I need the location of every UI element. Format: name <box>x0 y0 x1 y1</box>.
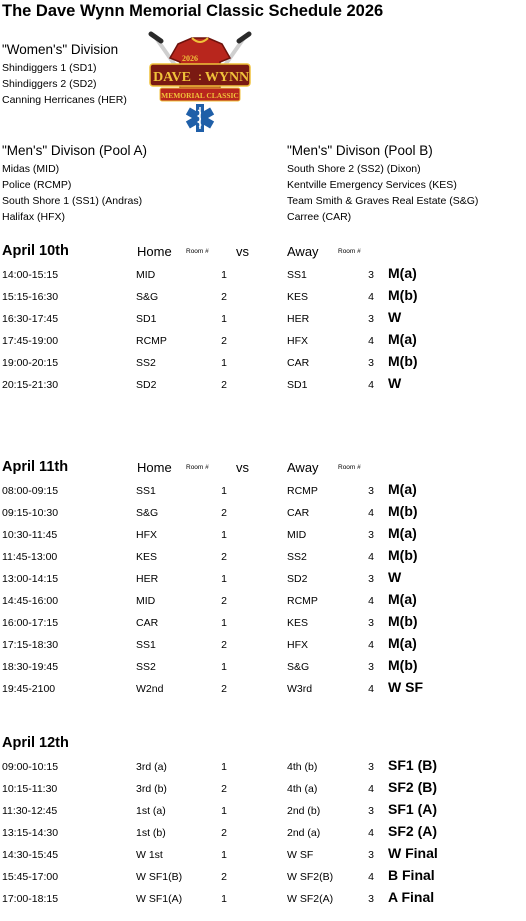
game-time: 14:45-16:00 <box>2 595 59 607</box>
home-room: 2 <box>221 291 227 303</box>
game-time: 10:15-11:30 <box>2 783 58 795</box>
men-pool-a-team-list <box>2 161 142 225</box>
division-label: A Final <box>388 889 435 905</box>
game-time: 14:00-15:15 <box>2 269 59 281</box>
home-room: 2 <box>221 683 227 695</box>
division-label: M(b) <box>388 287 418 303</box>
away-team: SD1 <box>287 379 308 391</box>
game-row <box>0 844 526 866</box>
home-team: SS2 <box>136 357 156 369</box>
team-name: Canning Herricanes (HER) <box>2 94 127 106</box>
day-date: April 12th <box>2 735 69 751</box>
home-team: SS1 <box>136 639 156 651</box>
game-time: 09:00-10:15 <box>2 761 59 773</box>
game-row <box>0 308 526 330</box>
away-room: 3 <box>368 761 374 773</box>
game-row <box>0 286 526 308</box>
room-column-header: Room # <box>338 248 361 255</box>
game-row <box>0 480 526 502</box>
home-room: 2 <box>221 639 227 651</box>
game-row <box>0 374 526 396</box>
away-room: 3 <box>368 529 374 541</box>
home-team: SS2 <box>136 661 156 673</box>
home-team: W SF1(B) <box>136 871 183 883</box>
away-room: 3 <box>368 313 374 325</box>
game-time: 15:45-17:00 <box>2 871 59 883</box>
away-team: W3rd <box>287 683 313 695</box>
away-room: 4 <box>368 507 374 519</box>
svg-text::: : <box>198 71 202 83</box>
home-team: W2nd <box>136 683 164 695</box>
away-team: W SF <box>287 849 314 861</box>
home-room: 1 <box>221 357 227 369</box>
division-label: M(a) <box>388 591 417 607</box>
division-label: SF2 (A) <box>388 823 437 839</box>
home-room: 2 <box>221 379 227 391</box>
away-team: HER <box>287 313 310 325</box>
tournament-logo <box>148 30 252 134</box>
division-label: M(a) <box>388 331 417 347</box>
room-column-header: Room # <box>186 464 209 471</box>
team-name: South Shore 1 (SS1) (Andras) <box>2 195 143 207</box>
team-name: South Shore 2 (SS2) (Dixon) <box>287 163 421 175</box>
game-time: 14:30-15:45 <box>2 849 59 861</box>
away-room: 3 <box>368 617 374 629</box>
division-label: M(b) <box>388 657 418 673</box>
home-room: 1 <box>221 617 227 629</box>
away-team: RCMP <box>287 485 318 497</box>
game-row <box>0 634 526 656</box>
team-name: Shindiggers 2 (SD2) <box>2 78 97 90</box>
away-room: 3 <box>368 661 374 673</box>
game-time: 13:00-14:15 <box>2 573 59 585</box>
game-row <box>0 330 526 352</box>
game-time: 17:15-18:30 <box>2 639 59 651</box>
away-room: 4 <box>368 783 374 795</box>
home-column-header: Home <box>137 460 172 475</box>
home-team: KES <box>136 551 158 563</box>
team-name: Midas (MID) <box>2 163 60 175</box>
game-time: 15:15-16:30 <box>2 291 59 303</box>
logo-banner: MEMORIAL CLASSIC <box>161 91 239 100</box>
home-team: 1st (b) <box>136 827 166 839</box>
division-label: M(b) <box>388 503 418 519</box>
home-team: HER <box>136 573 159 585</box>
game-time: 20:15-21:30 <box>2 379 59 391</box>
team-name: Shindiggers 1 (SD1) <box>2 62 97 74</box>
division-label: W <box>388 375 402 391</box>
away-room: 3 <box>368 805 374 817</box>
home-room: 1 <box>221 661 227 673</box>
home-room: 2 <box>221 827 227 839</box>
away-room: 4 <box>368 827 374 839</box>
schedule-header <box>0 459 526 481</box>
away-team: MID <box>287 529 307 541</box>
schedule-header <box>0 735 526 757</box>
division-label: M(a) <box>388 265 417 281</box>
division-label: M(a) <box>388 635 417 651</box>
away-room: 4 <box>368 291 374 303</box>
game-time: 16:30-17:45 <box>2 313 59 325</box>
home-room: 2 <box>221 871 227 883</box>
home-room: 2 <box>221 595 227 607</box>
game-time: 08:00-09:15 <box>2 485 59 497</box>
home-team: 3rd (b) <box>136 783 167 795</box>
team-name: Kentville Emergency Services (KES) <box>287 179 457 191</box>
division-label: M(b) <box>388 547 418 563</box>
star-of-life-icon <box>186 104 214 132</box>
away-team: HFX <box>287 335 308 347</box>
day-date: April 10th <box>2 243 69 259</box>
game-row <box>0 524 526 546</box>
schedule-header <box>0 243 526 265</box>
team-name: Police (RCMP) <box>2 179 72 191</box>
vs-column-header: vs <box>236 460 249 475</box>
game-time: 09:15-10:30 <box>2 507 59 519</box>
game-row <box>0 756 526 778</box>
team-name: Team Smith & Graves Real Estate (S&G) <box>287 195 479 207</box>
home-team: 1st (a) <box>136 805 166 817</box>
home-team: S&G <box>136 291 159 303</box>
away-room: 4 <box>368 683 374 695</box>
home-team: CAR <box>136 617 159 629</box>
away-room: 4 <box>368 871 374 883</box>
team-name: Halifax (HFX) <box>2 211 66 223</box>
home-room: 1 <box>221 485 227 497</box>
home-team: W 1st <box>136 849 163 861</box>
division-label: B Final <box>388 867 435 883</box>
logo-name-right: WYNN <box>204 70 250 85</box>
game-row <box>0 264 526 286</box>
home-room: 1 <box>221 529 227 541</box>
away-team: W SF2(B) <box>287 871 334 883</box>
away-room: 3 <box>368 573 374 585</box>
game-time: 17:45-19:00 <box>2 335 59 347</box>
away-team: RCMP <box>287 595 318 607</box>
away-team: 2nd (b) <box>287 805 321 817</box>
men-pool-b-team-list <box>287 161 478 225</box>
game-time: 16:00-17:15 <box>2 617 59 629</box>
home-team: 3rd (a) <box>136 761 167 773</box>
home-team: W SF1(A) <box>136 893 183 905</box>
home-room: 1 <box>221 761 227 773</box>
away-team: HFX <box>287 639 308 651</box>
home-room: 1 <box>221 269 227 281</box>
division-label: M(a) <box>388 525 417 541</box>
game-time: 10:30-11:45 <box>2 529 58 541</box>
home-team: SD1 <box>136 313 157 325</box>
division-label: SF2 (B) <box>388 779 437 795</box>
game-row <box>0 352 526 374</box>
division-label: W <box>388 309 402 325</box>
away-team: 4th (a) <box>287 783 318 795</box>
home-team: MID <box>136 595 156 607</box>
home-team: S&G <box>136 507 159 519</box>
game-row <box>0 590 526 612</box>
away-room: 4 <box>368 639 374 651</box>
division-label: SF1 (B) <box>388 757 437 773</box>
away-team: 4th (b) <box>287 761 318 773</box>
away-room: 4 <box>368 595 374 607</box>
away-room: 3 <box>368 893 374 905</box>
away-column-header: Away <box>287 460 319 475</box>
away-room: 3 <box>368 269 374 281</box>
division-label: W <box>388 569 402 585</box>
game-row <box>0 568 526 590</box>
division-label: M(b) <box>388 613 418 629</box>
away-room: 3 <box>368 357 374 369</box>
men-pool-b-title: "Men's" Divison (Pool B) <box>287 143 433 158</box>
home-team: MID <box>136 269 156 281</box>
room-column-header: Room # <box>186 248 209 255</box>
game-time: 13:15-14:30 <box>2 827 59 839</box>
away-team: KES <box>287 617 309 629</box>
away-room: 3 <box>368 485 374 497</box>
game-row <box>0 546 526 568</box>
away-room: 4 <box>368 551 374 563</box>
home-room: 2 <box>221 335 227 347</box>
division-label: W SF <box>388 679 423 695</box>
division-label: M(a) <box>388 481 417 497</box>
game-row <box>0 800 526 822</box>
away-team: CAR <box>287 357 310 369</box>
division-label: SF1 (A) <box>388 801 437 817</box>
logo-name-left: DAVE <box>153 70 191 85</box>
game-row <box>0 678 526 700</box>
away-team: W SF2(A) <box>287 893 334 905</box>
away-room: 4 <box>368 335 374 347</box>
away-team: KES <box>287 291 309 303</box>
game-time: 18:30-19:45 <box>2 661 59 673</box>
division-label: M(b) <box>388 353 418 369</box>
home-room: 1 <box>221 849 227 861</box>
away-team: SS1 <box>287 269 307 281</box>
game-time: 19:45-2100 <box>2 683 56 695</box>
game-row <box>0 656 526 678</box>
home-room: 1 <box>221 805 227 817</box>
away-room: 3 <box>368 849 374 861</box>
game-row <box>0 866 526 888</box>
game-row <box>0 888 526 910</box>
away-team: S&G <box>287 661 310 673</box>
home-room: 2 <box>221 551 227 563</box>
away-team: 2nd (a) <box>287 827 321 839</box>
home-room: 2 <box>221 783 227 795</box>
men-pool-a-title: "Men's" Divison (Pool A) <box>2 143 147 158</box>
home-room: 2 <box>221 507 227 519</box>
division-label: W Final <box>388 845 438 861</box>
page-title: The Dave Wynn Memorial Classic Schedule 2026 <box>2 2 384 20</box>
game-row <box>0 778 526 800</box>
game-row <box>0 502 526 524</box>
women-division-title: "Women's" Division <box>2 42 119 57</box>
home-column-header: Home <box>137 244 172 259</box>
home-team: SS1 <box>136 485 156 497</box>
away-room: 4 <box>368 379 374 391</box>
home-room: 1 <box>221 313 227 325</box>
home-room: 1 <box>221 573 227 585</box>
game-time: 11:45-13:00 <box>2 551 58 563</box>
game-time: 17:00-18:15 <box>2 893 59 905</box>
day-date: April 11th <box>2 459 69 475</box>
logo-year: 2026 <box>182 54 198 63</box>
game-row <box>0 822 526 844</box>
away-column-header: Away <box>287 244 319 259</box>
room-column-header: Room # <box>338 464 361 471</box>
away-team: SD2 <box>287 573 308 585</box>
home-room: 1 <box>221 893 227 905</box>
team-name: Carree (CAR) <box>287 211 352 223</box>
game-row <box>0 612 526 634</box>
home-team: SD2 <box>136 379 157 391</box>
game-time: 11:30-12:45 <box>2 805 58 817</box>
game-time: 19:00-20:15 <box>2 357 59 369</box>
women-team-list <box>2 60 127 108</box>
away-team: CAR <box>287 507 310 519</box>
home-team: RCMP <box>136 335 167 347</box>
vs-column-header: vs <box>236 244 249 259</box>
away-team: SS2 <box>287 551 307 563</box>
home-team: HFX <box>136 529 157 541</box>
